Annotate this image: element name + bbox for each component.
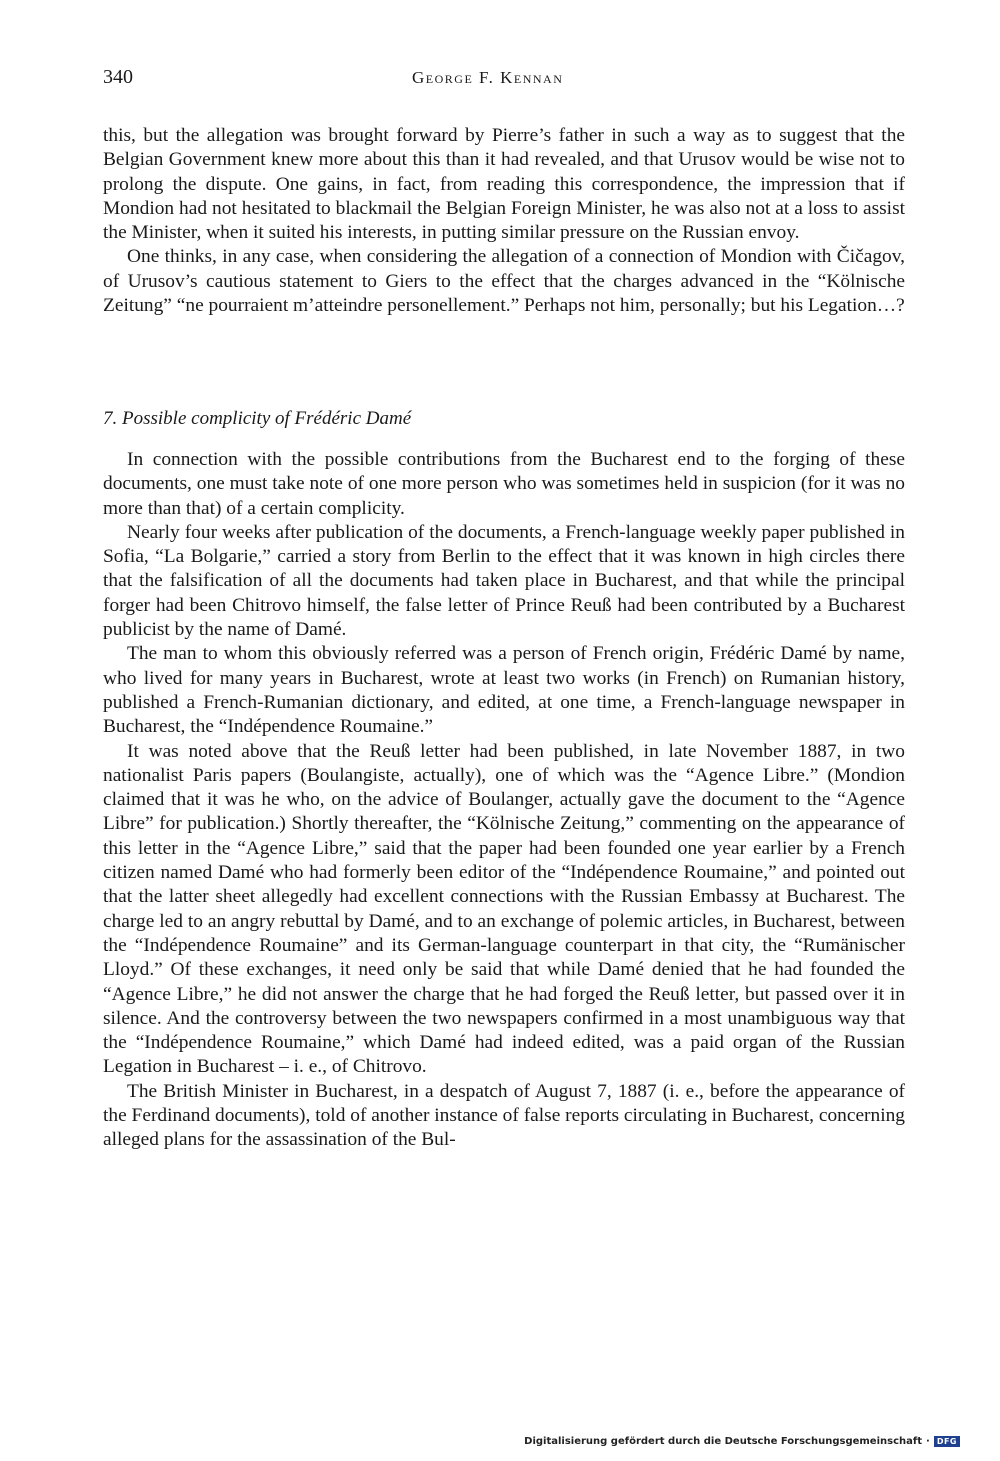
footer-credit: Digitalisierung gefördert durch die Deutsche Forschungsgemeinschaft · DFG — [524, 1436, 960, 1447]
paragraph: this, but the allegation was brought forward by Pierre’s father in such a way as to suggest that the Belgian Government knew more about this than it had revealed, and that Urusov would be wise not to prolong the dispute. One gains, in fact, from reading this correspondence, the impression that if Mondion had not hesitated to blackmail the Belgian Foreign Minister, he was also not at a loss to assist the Minister, when it suited his interests, in putting similar pressure on the Russian envoy. — [103, 125, 905, 244]
running-head: George F. Kennan — [412, 68, 564, 87]
section-heading: 7. Possible complicity of Frédéric Damé — [103, 408, 412, 429]
dfg-logo: DFG — [934, 1436, 960, 1447]
paragraph: In connection with the possible contributions from the Bucharest end to the forging of these documents, one must take note of one more person who was sometimes held in suspicion (for it was no more than that) of a certain complicity. — [103, 449, 905, 519]
paragraph: The man to whom this obviously referred was a person of French origin, Frédéric Damé by name, who lived for many years in Bucharest, wrote at least two works (in French) on Rumanian history, published a French-Rumanian dictionary, and edited, at one time, a French-language newspaper in Bucharest, the “Indépendence Roumaine.” — [103, 643, 905, 738]
page-number: 340 — [103, 66, 133, 88]
top-text-block — [103, 124, 905, 318]
paragraph: It was noted above that the Reuß letter had been published, in late November 1887, in two nationalist Paris papers (Boulangiste, actually), one of which was the “Agence Libre.” (Mondion claimed that it was he who, on the advice of Boulanger, actually gave the document to the “Agence Libre” for publication.) Shortly thereafter, the “Kölnische Zeitung,” commenting on the appearance of this letter in the “Agence Libre,” said that the paper had been founded one year earlier by a French citizen named Damé who had formerly been editor of the “Indépendence Roumaine,” and pointed out that the latter sheet allegedly had excellent connections with the Russian Embassy at Bucharest. The charge led to an angry rebuttal by Damé, and to an exchange of polemic articles, in Bucharest, between the “Indépendence Roumaine” and its German-language counterpart in that city, the “Rumänischer Lloyd.” Of these exchanges, it need only be said that while Damé denied that he had founded the “Agence Libre,” he did not answer the charge that he had forged the Reuß letter, but passed over it in silence. And the controversy between the two newspapers confirmed in a most unambiguous way that the “Indépendence Roumaine,” which Damé had indeed edited, was a paid organ of the Russian Legation in Bucharest – i. e., of Chitrovo. — [103, 740, 905, 1078]
paragraph: Nearly four weeks after publication of the documents, a French-language weekly paper published in Sofia, “La Bolgarie,” carried a story from Berlin to the effect that it was known in high circles there that the falsification of all the documents had taken place in Bucharest, and that while the principal forger had been Chitrovo himself, the false letter of Prince Reuß had been contributed by a Bucharest publicist by the name of Damé. — [103, 521, 905, 641]
page-header — [103, 66, 905, 96]
section-text-block — [103, 448, 905, 1153]
paragraph: The British Minister in Bucharest, in a despatch of August 7, 1887 (i. e., before the appearance of the Ferdinand documents), told of another instance of false reports circulating in Bucharest, concerning alleged plans for the assassination of the Bul- — [103, 1080, 905, 1151]
paragraph: One thinks, in any case, when considering the allegation of a connection of Mondion with Čičagov, of Urusov’s cautious statement to Giers to the effect that the charges advanced in the “Kölnische Zeitung” “ne pourraient m’atteindre personellement.” Perhaps not him, personally; but his Legation…? — [103, 246, 905, 317]
footer-credit-text: Digitalisierung gefördert durch die Deutsche Forschungsgemeinschaft — [524, 1436, 923, 1447]
